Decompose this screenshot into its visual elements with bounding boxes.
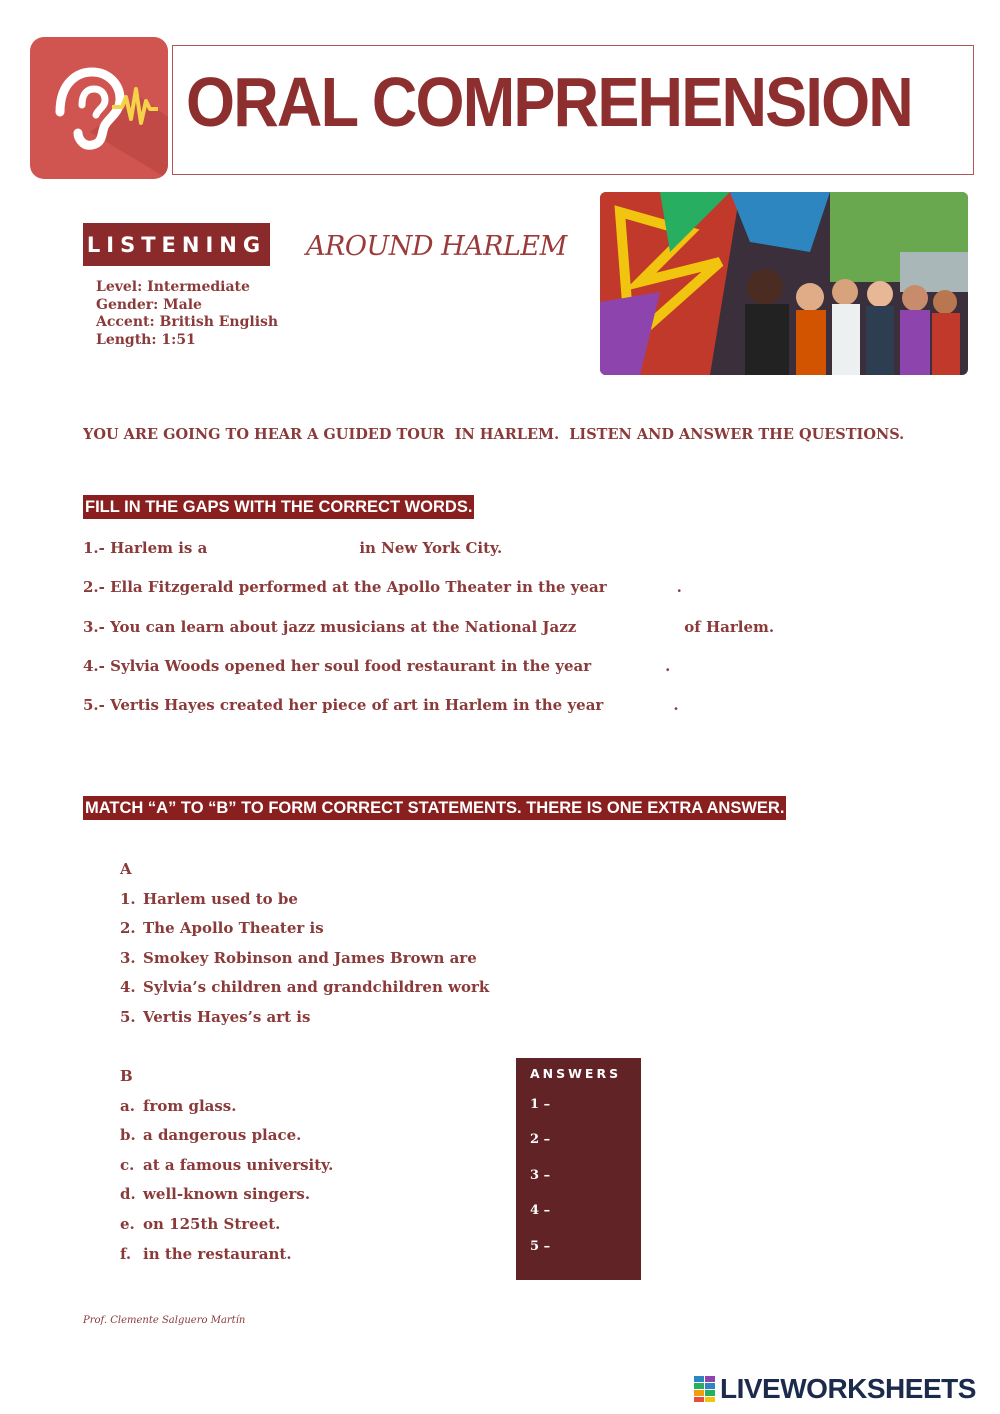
gap-item-3 [83,618,774,636]
item-letter: a. [120,1096,135,1115]
column-b-label: B [120,1067,133,1085]
fill-gaps-heading: FILL IN THE GAPS WITH THE CORRECT WORDS. [83,495,474,519]
meta-level: Level: Intermediate [96,279,250,295]
gap-item-text: 5.- Vertis Hayes created her piece of art in Harlem in the year [83,696,604,714]
gap-item-1 [83,539,502,557]
item-text: The Apollo Theater is [143,919,324,938]
list-item-a5 [120,1003,489,1033]
liveworksheets-icon [694,1376,716,1402]
gap-item-text: in New York City. [359,539,503,557]
item-number: 4. [120,978,136,997]
item-number: 5. [120,1007,136,1026]
gap-item-text: 1.- Harlem is a [83,539,208,557]
gap-item-text: . [665,657,671,675]
brand-name: LIVEWORKSHEETS [720,1373,976,1404]
column-a-label: A [120,860,132,878]
match-heading: MATCH “A” TO “B” TO FORM CORRECT STATEMENTS. THERE IS ONE EXTRA ANSWER. [83,796,786,820]
answer-5[interactable]: 5 – [530,1238,551,1254]
list-item-bb [120,1121,333,1151]
app-logo [30,37,168,179]
list-item-bc [120,1151,333,1181]
answer-1[interactable]: 1 – [530,1097,551,1112]
item-text: in the restaurant. [143,1244,292,1263]
gap-item-4 [83,657,670,675]
item-text: Vertis Hayes’s art is [143,1007,311,1026]
item-text: Smokey Robinson and James Brown are [143,948,477,967]
item-letter: f. [120,1244,132,1263]
gap-item-5 [83,696,679,714]
gap-item-text: . [676,578,682,596]
column-a [120,855,489,1033]
answer-3[interactable]: 3 – [530,1167,551,1183]
item-number: 3. [120,948,136,967]
list-item-a1 [120,885,489,915]
answers-heading: ANSWERS [530,1066,622,1081]
gap-item-2 [83,578,682,596]
meta-gender: Gender: Male [96,296,202,313]
item-number: 2. [120,919,136,938]
item-letter: e. [120,1214,135,1233]
item-number: 1. [120,889,136,908]
item-letter: c. [120,1155,135,1174]
answer-2[interactable]: 2 – [530,1132,551,1148]
item-text: well-known singers. [143,1185,311,1204]
item-text: a dangerous place. [143,1126,302,1145]
list-item-bf [120,1240,333,1270]
item-text: on 125th Street. [143,1214,281,1233]
gap-item-text: 3.- You can learn about jazz musicians at the National Jazz [83,618,577,636]
list-item-a4 [120,973,489,1003]
meta-length: Length: 1:51 [96,331,196,348]
item-letter: d. [120,1185,136,1204]
gap-item-text: 4.- Sylvia Woods opened her soul food restaurant in the year [83,657,592,675]
item-text: Harlem used to be [143,889,298,908]
list-item-be [120,1210,333,1240]
list-item-a3 [120,944,489,974]
page-title: ORAL COMPREHENSION [186,63,913,141]
gap-item-text: 2.- Ella Fitzgerald performed at the Apollo Theater in the year [83,578,607,596]
list-item-bd [120,1180,333,1210]
audio-meta [96,279,278,349]
item-text: from glass. [143,1096,237,1115]
brand-logo[interactable] [694,1373,976,1405]
topic-title: AROUND HARLEM [306,231,567,262]
item-text: Sylvia’s children and grandchildren work [143,978,490,997]
gap-item-text: . [673,696,679,714]
column-b [120,1062,333,1269]
harlem-photo [600,192,968,375]
task-instruction: YOU ARE GOING TO HEAR A GUIDED TOUR IN HARLEM. LISTEN AND ANSWER THE QUESTIONS. [83,426,905,443]
answers-box [516,1058,641,1280]
ear-soundwave-icon [30,37,168,179]
meta-accent: Accent: British English [96,314,279,330]
item-letter: b. [120,1126,136,1145]
item-text: at a famous university. [143,1155,334,1174]
listening-tag: LISTENING [83,223,270,266]
gap-item-text: of Harlem. [684,618,775,636]
list-item-ba [120,1092,333,1122]
author-credit: Prof. Clemente Salguero Martín [83,1315,246,1326]
list-item-a2 [120,914,489,944]
answer-4[interactable]: 4 – [530,1203,551,1219]
